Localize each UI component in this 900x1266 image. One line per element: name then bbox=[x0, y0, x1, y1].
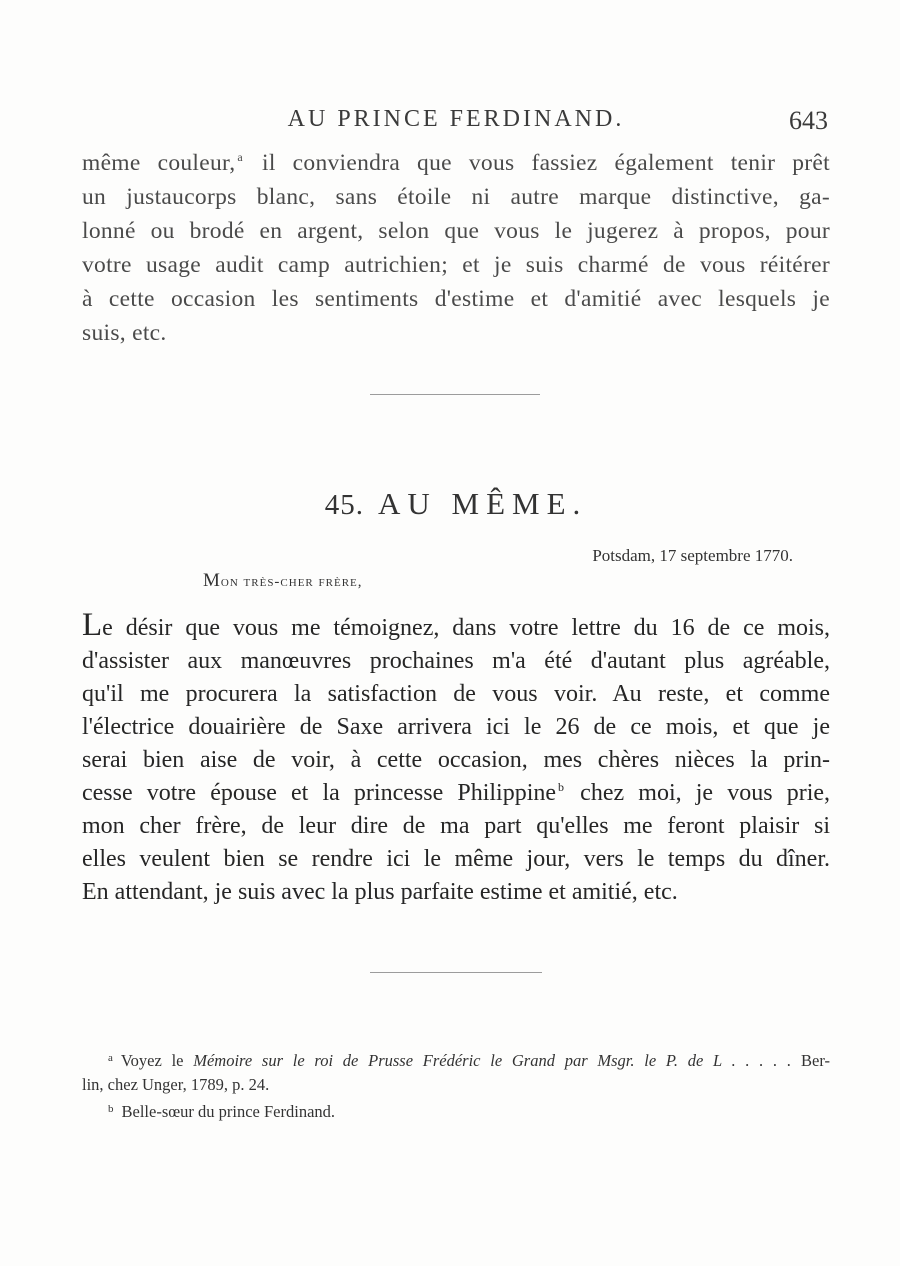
letter-title: AU MÊME. bbox=[377, 486, 588, 521]
text-line: cesse votre épouse et la princesse Philippine $^b$ chez moi, je vous prie, bbox=[82, 780, 831, 806]
text-line: qu'il me procurera la satisfaction de vous voir. Au reste, et comme bbox=[82, 681, 830, 707]
footnote-mark: b bbox=[108, 1103, 114, 1115]
footnote-citation: Mémoire sur le roi de Prusse Frédéric le Grand par Msgr. le P. de L . . . . . bbox=[193, 1051, 792, 1070]
salutation: Mon très-cher frère, bbox=[203, 570, 363, 591]
text-line: mon cher frère, de leur dire de ma part qu'elles me feront plaisir si bbox=[82, 813, 830, 839]
text-line: votre usage audit camp autrichien; et je suis charmé de vous réitérer bbox=[82, 252, 830, 278]
text-line: suis, etc. bbox=[82, 320, 167, 346]
continued-paragraph bbox=[82, 146, 830, 350]
running-head bbox=[0, 106, 900, 134]
text-line: Le désir que vous me témoignez, dans votre lettre du 16 de ce mois, bbox=[82, 607, 830, 643]
footnote-reference-b[interactable]: b bbox=[558, 780, 565, 794]
page-number: 643 bbox=[789, 106, 828, 135]
footnote-line: $^a$ Voyez le Mémoire sur le roi de Prusse Frédéric le Grand par Msgr. le P. de L . . . . . Ber- bbox=[108, 1051, 831, 1070]
running-title: AU PRINCE FERDINAND. bbox=[287, 106, 625, 132]
drop-cap: L bbox=[82, 607, 103, 643]
text-line: un justaucorps blanc, sans étoile ni autre marque distinctive, ga- bbox=[82, 184, 830, 210]
text-line: lonné ou brodé en argent, selon que vous le jugerez à propos, pour bbox=[82, 218, 830, 244]
text-line: En attendant, je suis avec la plus parfaite estime et amitié, etc. bbox=[82, 879, 678, 905]
text-line: elles veulent bien se rendre ici le même jour, vers le temps du dîner. bbox=[82, 846, 830, 872]
letter-body bbox=[82, 607, 831, 909]
footnote-line: $^b$ Belle-sœur du prince Ferdinand. bbox=[108, 1102, 336, 1121]
letter-heading bbox=[0, 486, 900, 522]
text-line: d'assister aux manœuvres prochaines m'a été d'autant plus agréable, bbox=[82, 648, 830, 674]
text-line: à cette occasion les sentiments d'estime et d'amitié avec lesquels je bbox=[82, 286, 830, 312]
section-divider bbox=[370, 972, 542, 973]
footnotes bbox=[82, 1046, 830, 1124]
text-line: serai bien aise de voir, à cette occasion, mes chères nièces la prin- bbox=[82, 747, 830, 773]
footnote-a bbox=[82, 1046, 830, 1097]
footnote-line: lin, chez Unger, 1789, p. 24. bbox=[82, 1075, 270, 1094]
footnote-reference-a[interactable]: a bbox=[237, 150, 244, 164]
letter-number: 45. bbox=[324, 489, 364, 521]
footnote-b bbox=[82, 1097, 830, 1124]
text-line: même couleur, $^a$ il conviendra que vous fassiez également tenir prêt bbox=[82, 150, 830, 176]
text-line: l'électrice douairière de Saxe arrivera ici le 26 de ce mois, et que je bbox=[82, 714, 830, 740]
section-divider bbox=[370, 394, 540, 395]
dateline: Potsdam, 17 septembre 1770. bbox=[592, 546, 793, 565]
footnote-mark: a bbox=[108, 1052, 113, 1064]
